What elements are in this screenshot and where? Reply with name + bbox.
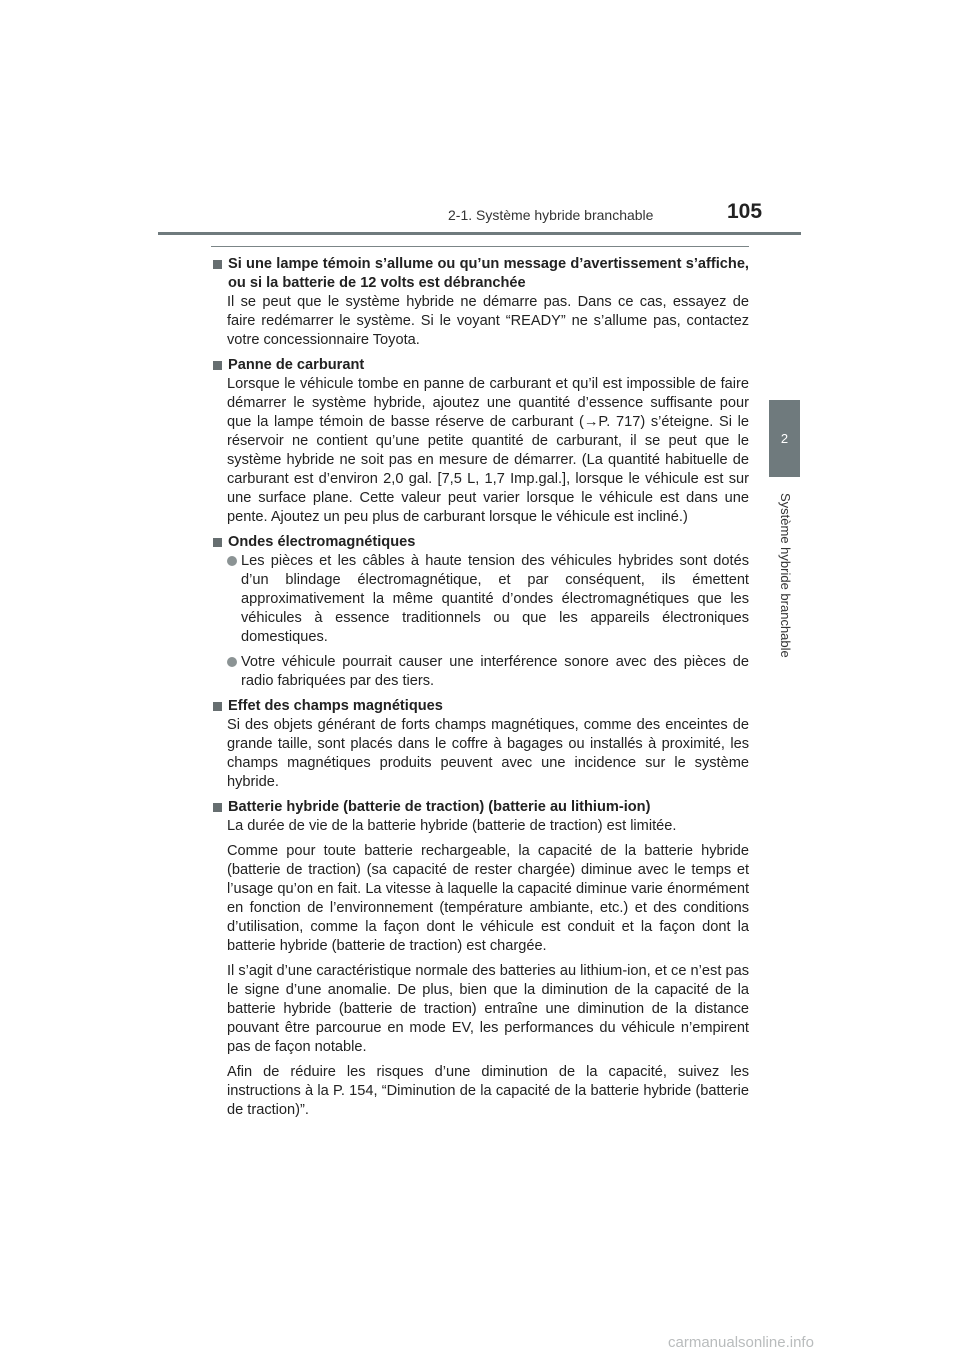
section-title: Effet des champs magnétiques (228, 698, 443, 714)
section-electromagnetic (211, 533, 749, 691)
section-title: Ondes électromagnétiques (228, 534, 416, 550)
square-bullet-icon (213, 361, 222, 370)
list-item (227, 653, 749, 691)
paragraph: Si des objets générant de forts champs magnétiques, comme des enceintes de grande taille, sont placés dans le coffre à bagages ou installés à proximité, les champs magnétiques produits peuvent avec une incidence sur le système hybride. (227, 717, 749, 790)
chapter-side-title: Système hybride branchable (778, 493, 793, 658)
paragraph: La durée de vie de la batterie hybride (batterie de traction) est limitée. (227, 818, 677, 834)
section-heading (211, 697, 749, 716)
paragraph: Afin de réduire les risques d’une diminution de la capacité, suivez les instructions à la P. 154, “Diminution de la capacité de la batterie hybride (batterie de traction)”. (227, 1064, 749, 1118)
section-heading (211, 798, 749, 817)
round-bullet-icon (227, 556, 237, 566)
section-magnetic-fields (211, 697, 749, 792)
section-fuel (211, 356, 749, 527)
list-item-text: Votre véhicule pourrait causer une interférence sonore avec des pièces de radio fabriquées par des tiers. (241, 654, 749, 689)
square-bullet-icon (213, 803, 222, 812)
paragraph: Comme pour toute batterie rechargeable, la capacité de la batterie hybride (batterie de traction) (sa capacité de rester chargée) diminue avec le temps et l’usage qu’on en fait. La vitesse à laquelle la capacité diminue varie énormément en fonction de l’environnement (température ambiante, etc.) et des conditions d’utilisation, comme la façon dont le véhicule est conduit et la façon dont la batterie hybride (batterie de traction) est chargée. (227, 843, 749, 954)
header-rule (158, 232, 801, 235)
section-title: Batterie hybride (batterie de traction) (batterie au lithium-ion) (228, 799, 651, 815)
square-bullet-icon (213, 260, 222, 269)
section-title: Si une lampe témoin s’allume ou qu’un message d’avertissement s’affiche, ou si la batterie de 12 volts est débranchée (228, 256, 749, 291)
section-warning-light (211, 255, 749, 350)
section-title: Panne de carburant (228, 357, 365, 373)
section-heading (211, 533, 749, 552)
chapter-heading: 2-1. Système hybride branchable (448, 207, 654, 223)
paragraph: Lorsque le véhicule tombe en panne de carburant et qu’il est impossible de faire démarrer le système hybride, ajoutez une quantité d’essence suffisante pour que la lampe témoin de basse réserve de carburant (→P. 717) s’éteigne. Si le réservoir ne contient qu’une petite quantité de carburant, il se peut que le système hybride ne soit pas en mesure de démarrer. (La quantité habituelle de carburant est d’environ 2,0 gal. [7,5 L, 1,7 Imp.gal.], lorsque le véhicule est sur une surface plane. Cette valeur peut varier lorsque le véhicule est dans une pente. Ajoutez un peu plus de carburant lorsque le véhicule est incliné.) (227, 376, 749, 525)
list-item-text: Les pièces et les câbles à haute tension des véhicules hybrides sont dotés d’un blindage électromagnétique, et par conséquent, ils émettent approximativement la même quantité d’ondes électromagnétiques que les véhicules à essence traditionnels ou que les appareils électroniques domestiques. (241, 553, 749, 645)
watermark: carmanualsonline.info (668, 1334, 814, 1351)
square-bullet-icon (213, 702, 222, 711)
round-bullet-icon (227, 657, 237, 667)
page-content (211, 255, 749, 1126)
section-heading (211, 356, 749, 375)
square-bullet-icon (213, 538, 222, 547)
section-hybrid-battery (211, 798, 749, 1120)
content-top-rule (211, 246, 749, 247)
chapter-tab: 2 (769, 400, 800, 477)
list-item (227, 552, 749, 647)
paragraph: Il se peut que le système hybride ne démarre pas. Dans ce cas, essayez de faire redémarrer le système. Si le voyant “READY” ne s’allume pas, contactez votre concessionnaire Toyota. (227, 294, 749, 348)
section-heading (211, 255, 749, 293)
page-number: 105 (727, 200, 763, 223)
paragraph: Il s’agit d’une caractéristique normale des batteries au lithium-ion, et ce n’est pas le signe d’une anomalie. De plus, bien que la diminution de la capacité de la batterie hybride (batterie de traction) entraîne une diminution de la distance pouvant être parcourue en mode EV, les performances du véhicule n’empirent pas de façon notable. (227, 963, 749, 1055)
